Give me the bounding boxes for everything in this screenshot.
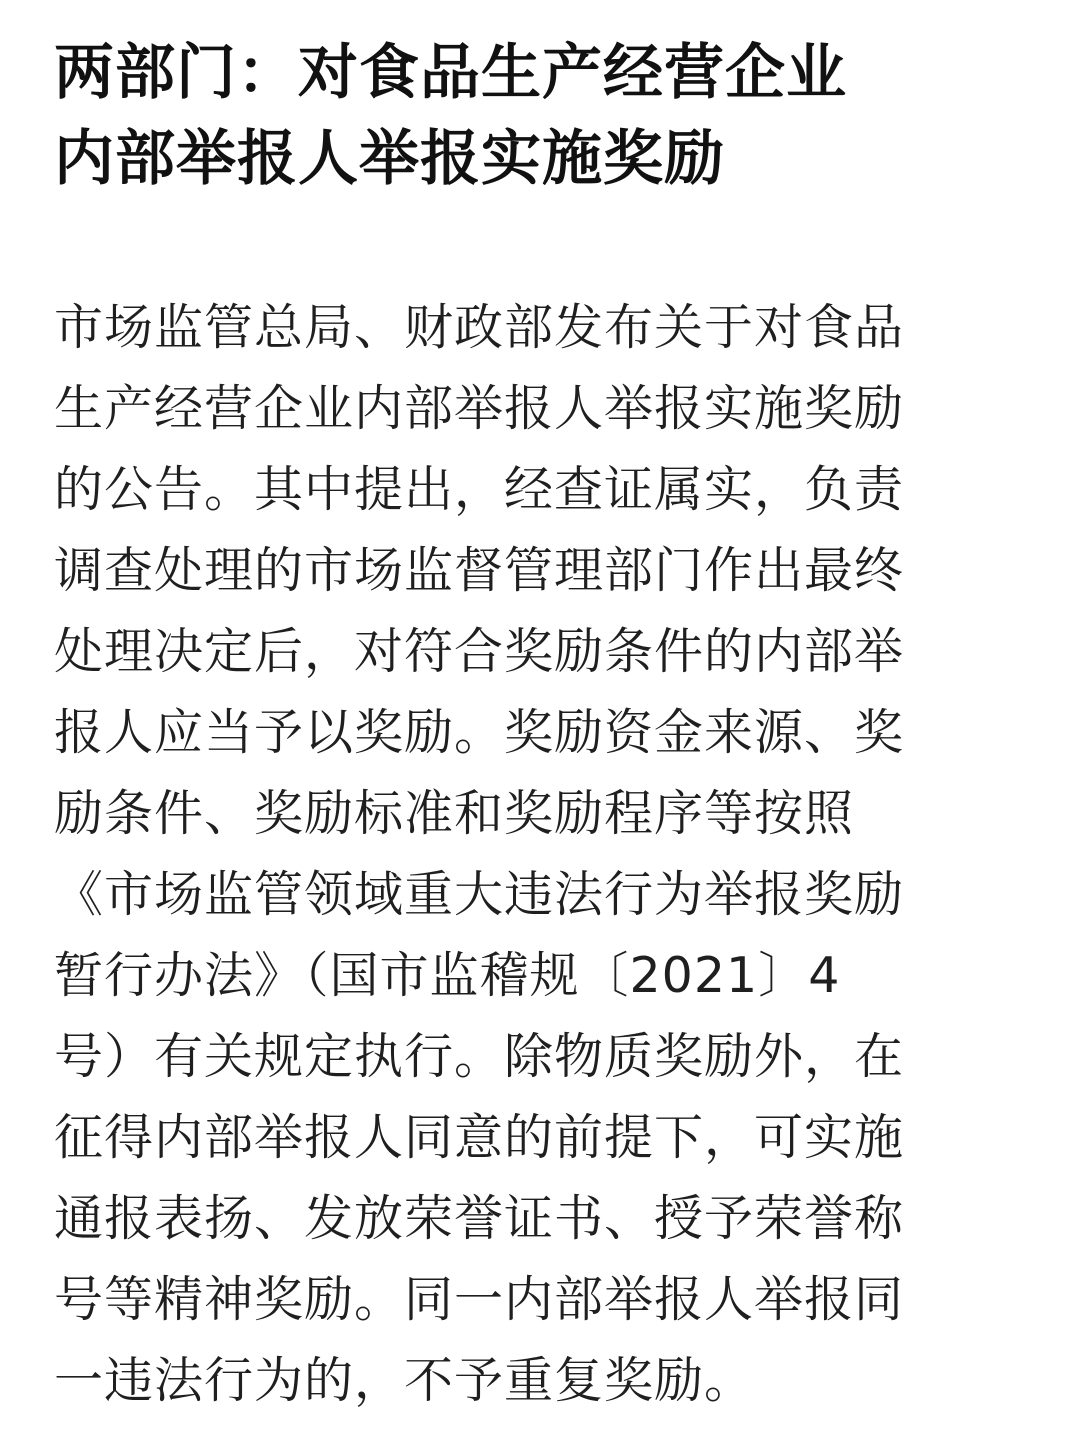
article-title [54,0,1016,202]
body-line: 征得内部举报人同意的前提下，可实施 [54,1109,905,1166]
body-line: 生产经营企业内部举报人举报实施奖励 [54,380,905,437]
article [54,0,1016,1409]
title-line: 内部举报人举报实施奖励 [54,124,725,194]
body-line: 励条件、奖励标准和奖励程序等按照 [54,785,855,842]
body-line: 暂行办法》（国市监稽规〔2021〕4 [54,947,841,1004]
body-line: 号）有关规定执行。除物质奖励外，在 [54,1028,905,1085]
body-line: 号等精神奖励。同一内部举报人举报同 [54,1271,905,1328]
body-line: 市场监管总局、财政部发布关于对食品 [54,299,905,356]
title-line: 两部门：对食品生产经营企业 [54,38,847,108]
body-line: 一违法行为的，不予重复奖励。 [54,1352,755,1409]
body-line: 通报表扬、发放荣誉证书、授予荣誉称 [54,1190,905,1247]
article-body [54,287,1016,1421]
body-line: 的公告。其中提出，经查证属实，负责 [54,461,905,518]
body-line: 处理决定后，对符合奖励条件的内部举 [54,623,905,680]
body-line: 调查处理的市场监督管理部门作出最终 [54,542,905,599]
body-line: 报人应当予以奖励。奖励资金来源、奖 [54,704,905,761]
body-line: 《市场监管领域重大违法行为举报奖励 [54,866,905,923]
